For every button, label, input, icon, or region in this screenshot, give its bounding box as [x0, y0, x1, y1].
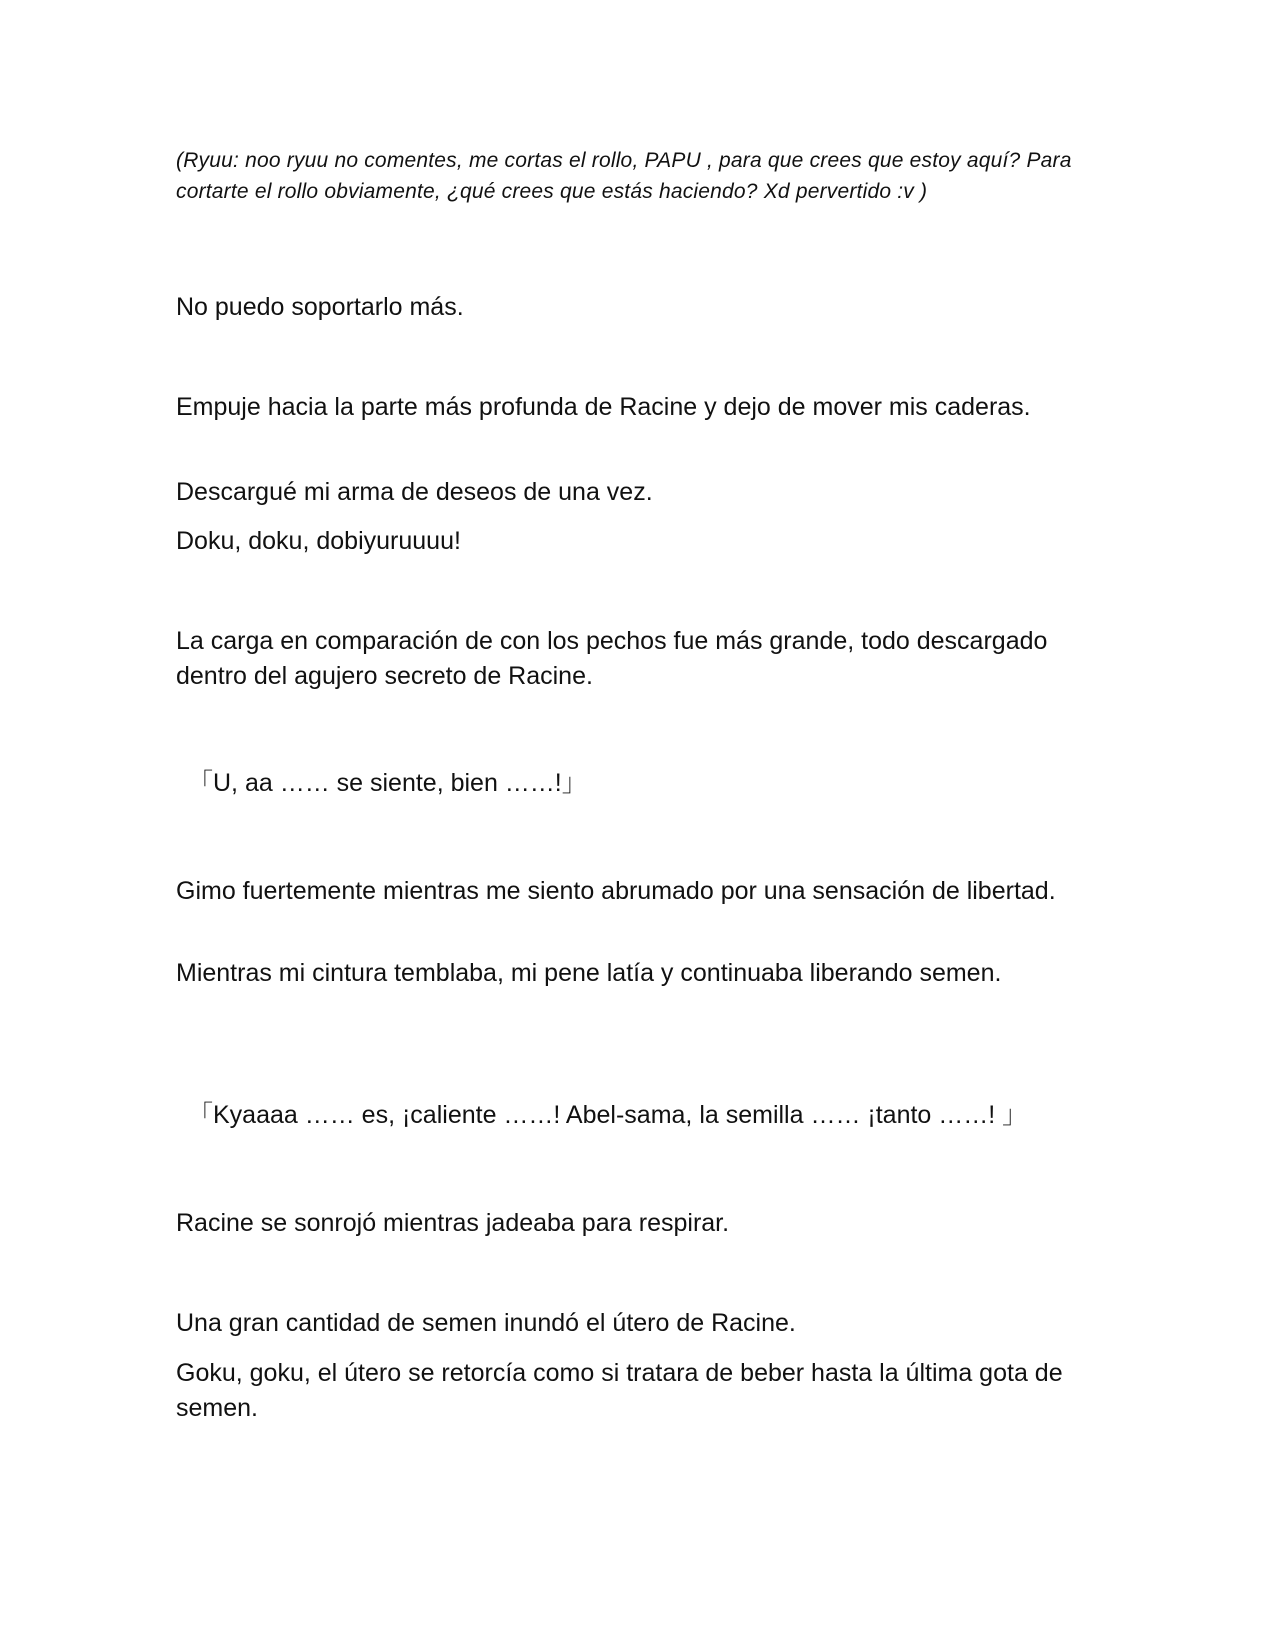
- paragraph-7: Mientras mi cintura temblaba, mi pene latía y continuaba liberando semen.: [176, 959, 1002, 987]
- paragraph-4: Doku, doku, dobiyuruuuu!: [176, 527, 461, 555]
- paragraph-8: Racine se sonrojó mientras jadeaba para respirar.: [176, 1209, 730, 1237]
- dialogue-1: 「U, aa …… se siente, bien ……!」: [188, 769, 587, 797]
- translator-note: (Ryuu: noo ryuu no comentes, me cortas el rollo, PAPU , para que crees que estoy aquí? Para cortarte el rollo obviamente, ¿qué crees que estás haciendo? Xd pervertido :v ): [176, 149, 1072, 203]
- paragraph-10: Goku, goku, el útero se retorcía como si tratara de beber hasta la última gota de semen.: [176, 1359, 1063, 1422]
- paragraph-3: Descargué mi arma de deseos de una vez.: [176, 478, 653, 506]
- paragraph-5: La carga en comparación de con los pechos fue más grande, todo descargado dentro del agujero secreto de Racine.: [176, 627, 1048, 690]
- paragraph-9: Una gran cantidad de semen inundó el útero de Racine.: [176, 1309, 796, 1337]
- paragraph-6: Gimo fuertemente mientras me siento abrumado por una sensación de libertad.: [176, 877, 1056, 905]
- paragraph-1: No puedo soportarlo más.: [176, 293, 464, 321]
- dialogue-2: 「Kyaaaa …… es, ¡caliente ……! Abel-sama, la semilla …… ¡tanto ……! 」: [188, 1101, 1028, 1129]
- paragraph-2: Empuje hacia la parte más profunda de Racine y dejo de mover mis caderas.: [176, 393, 1031, 421]
